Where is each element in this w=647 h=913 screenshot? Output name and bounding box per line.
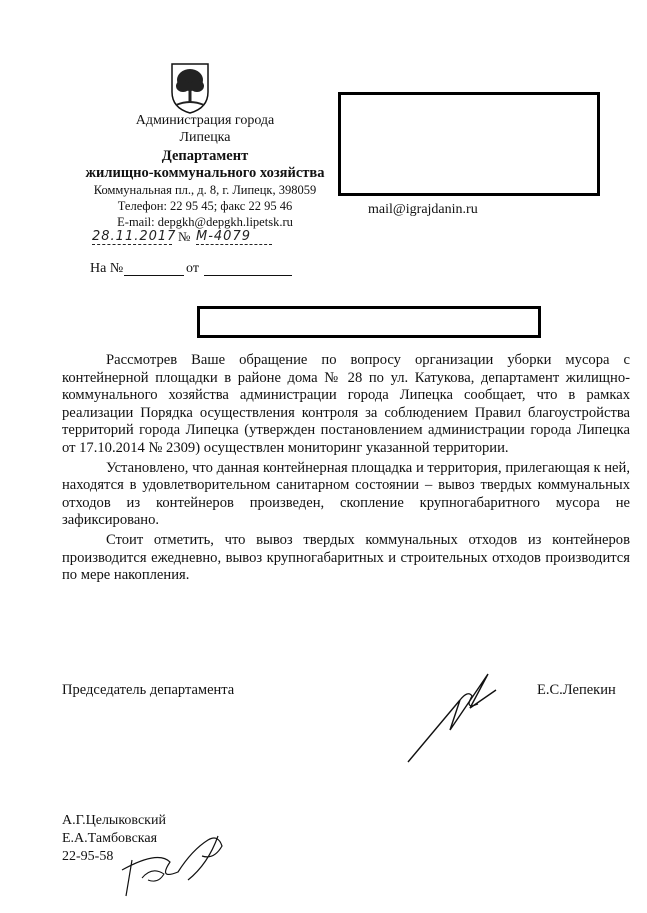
sender-phone: Телефон: 22 95 45; факс 22 95 46 — [117, 199, 293, 213]
executor-phone: 22-95-58 — [62, 849, 114, 864]
signer-position: Председатель департамента — [62, 682, 235, 698]
body-paragraph-3: Стоит отметить, что вывоз твердых коммунальных отходов из контейнеров производится ежедневно, вывоз крупногабаритных и строительных отходов производится по мере накопления. — [62, 531, 630, 584]
outgoing-number-label: № — [178, 229, 191, 244]
approval-signature-icon — [118, 820, 238, 900]
body-paragraph-2: Установлено, что данная контейнерная площадка и территория, прилегающая к ней, находятся в удовлетворительном санитарном состоянии – вывоз твердых коммунальных отходов из контейнеров произведен, скопление крупногабаритного мусора не зафиксировано. — [62, 459, 630, 529]
reply-to-number-blank — [124, 275, 184, 276]
reply-to-date-blank — [204, 275, 292, 276]
org-name-line1: Администрация города — [135, 113, 275, 128]
salutation-redacted-box — [197, 306, 541, 338]
recipient-email: mail@igrajdanin.ru — [368, 202, 478, 217]
letter-body — [62, 352, 630, 587]
sender-email: E-mail: depgkh@depgkh.lipetsk.ru — [117, 215, 293, 229]
executor-1: А.Г.Целыковский — [62, 813, 166, 828]
outgoing-reg-line — [92, 229, 272, 245]
reply-to-label: На № — [90, 261, 124, 276]
signer-name: Е.С.Лепекин — [537, 682, 616, 698]
org-name-line2: Липецка — [179, 130, 231, 145]
outgoing-date: 28.11.2017 — [92, 229, 177, 244]
reply-to-from-label: от — [186, 261, 199, 276]
body-paragraph-1: Рассмотрев Ваше обращение по вопросу организации уборки мусора с контейнерной площадки в районе дома № 28 по ул. Катукова, департамент жилищно-коммунального хозяйства администрации города Липецка сообщает, что в рамках реализации Порядка осуществления контроля за соблюдением Правил благоустройства территорий города Липецка (утвержден постановлением администрации города Липецка от 17.10.2014 № 2309) осуществлен мониторинг указанной территории. — [62, 352, 630, 456]
coat-of-arms-emblem — [168, 62, 212, 114]
department-title: Департамент — [161, 148, 249, 164]
department-subtitle: жилищно-коммунального хозяйства — [85, 165, 325, 181]
sender-address: Коммунальная пл., д. 8, г. Липецк, 398059 — [93, 183, 317, 197]
recipient-redacted-box — [338, 92, 600, 196]
handwritten-signature-icon — [400, 660, 510, 770]
executor-2: Е.А.Тамбовская — [62, 831, 158, 846]
outgoing-number: М-4079 — [196, 229, 272, 245]
reply-to-line — [90, 261, 300, 279]
